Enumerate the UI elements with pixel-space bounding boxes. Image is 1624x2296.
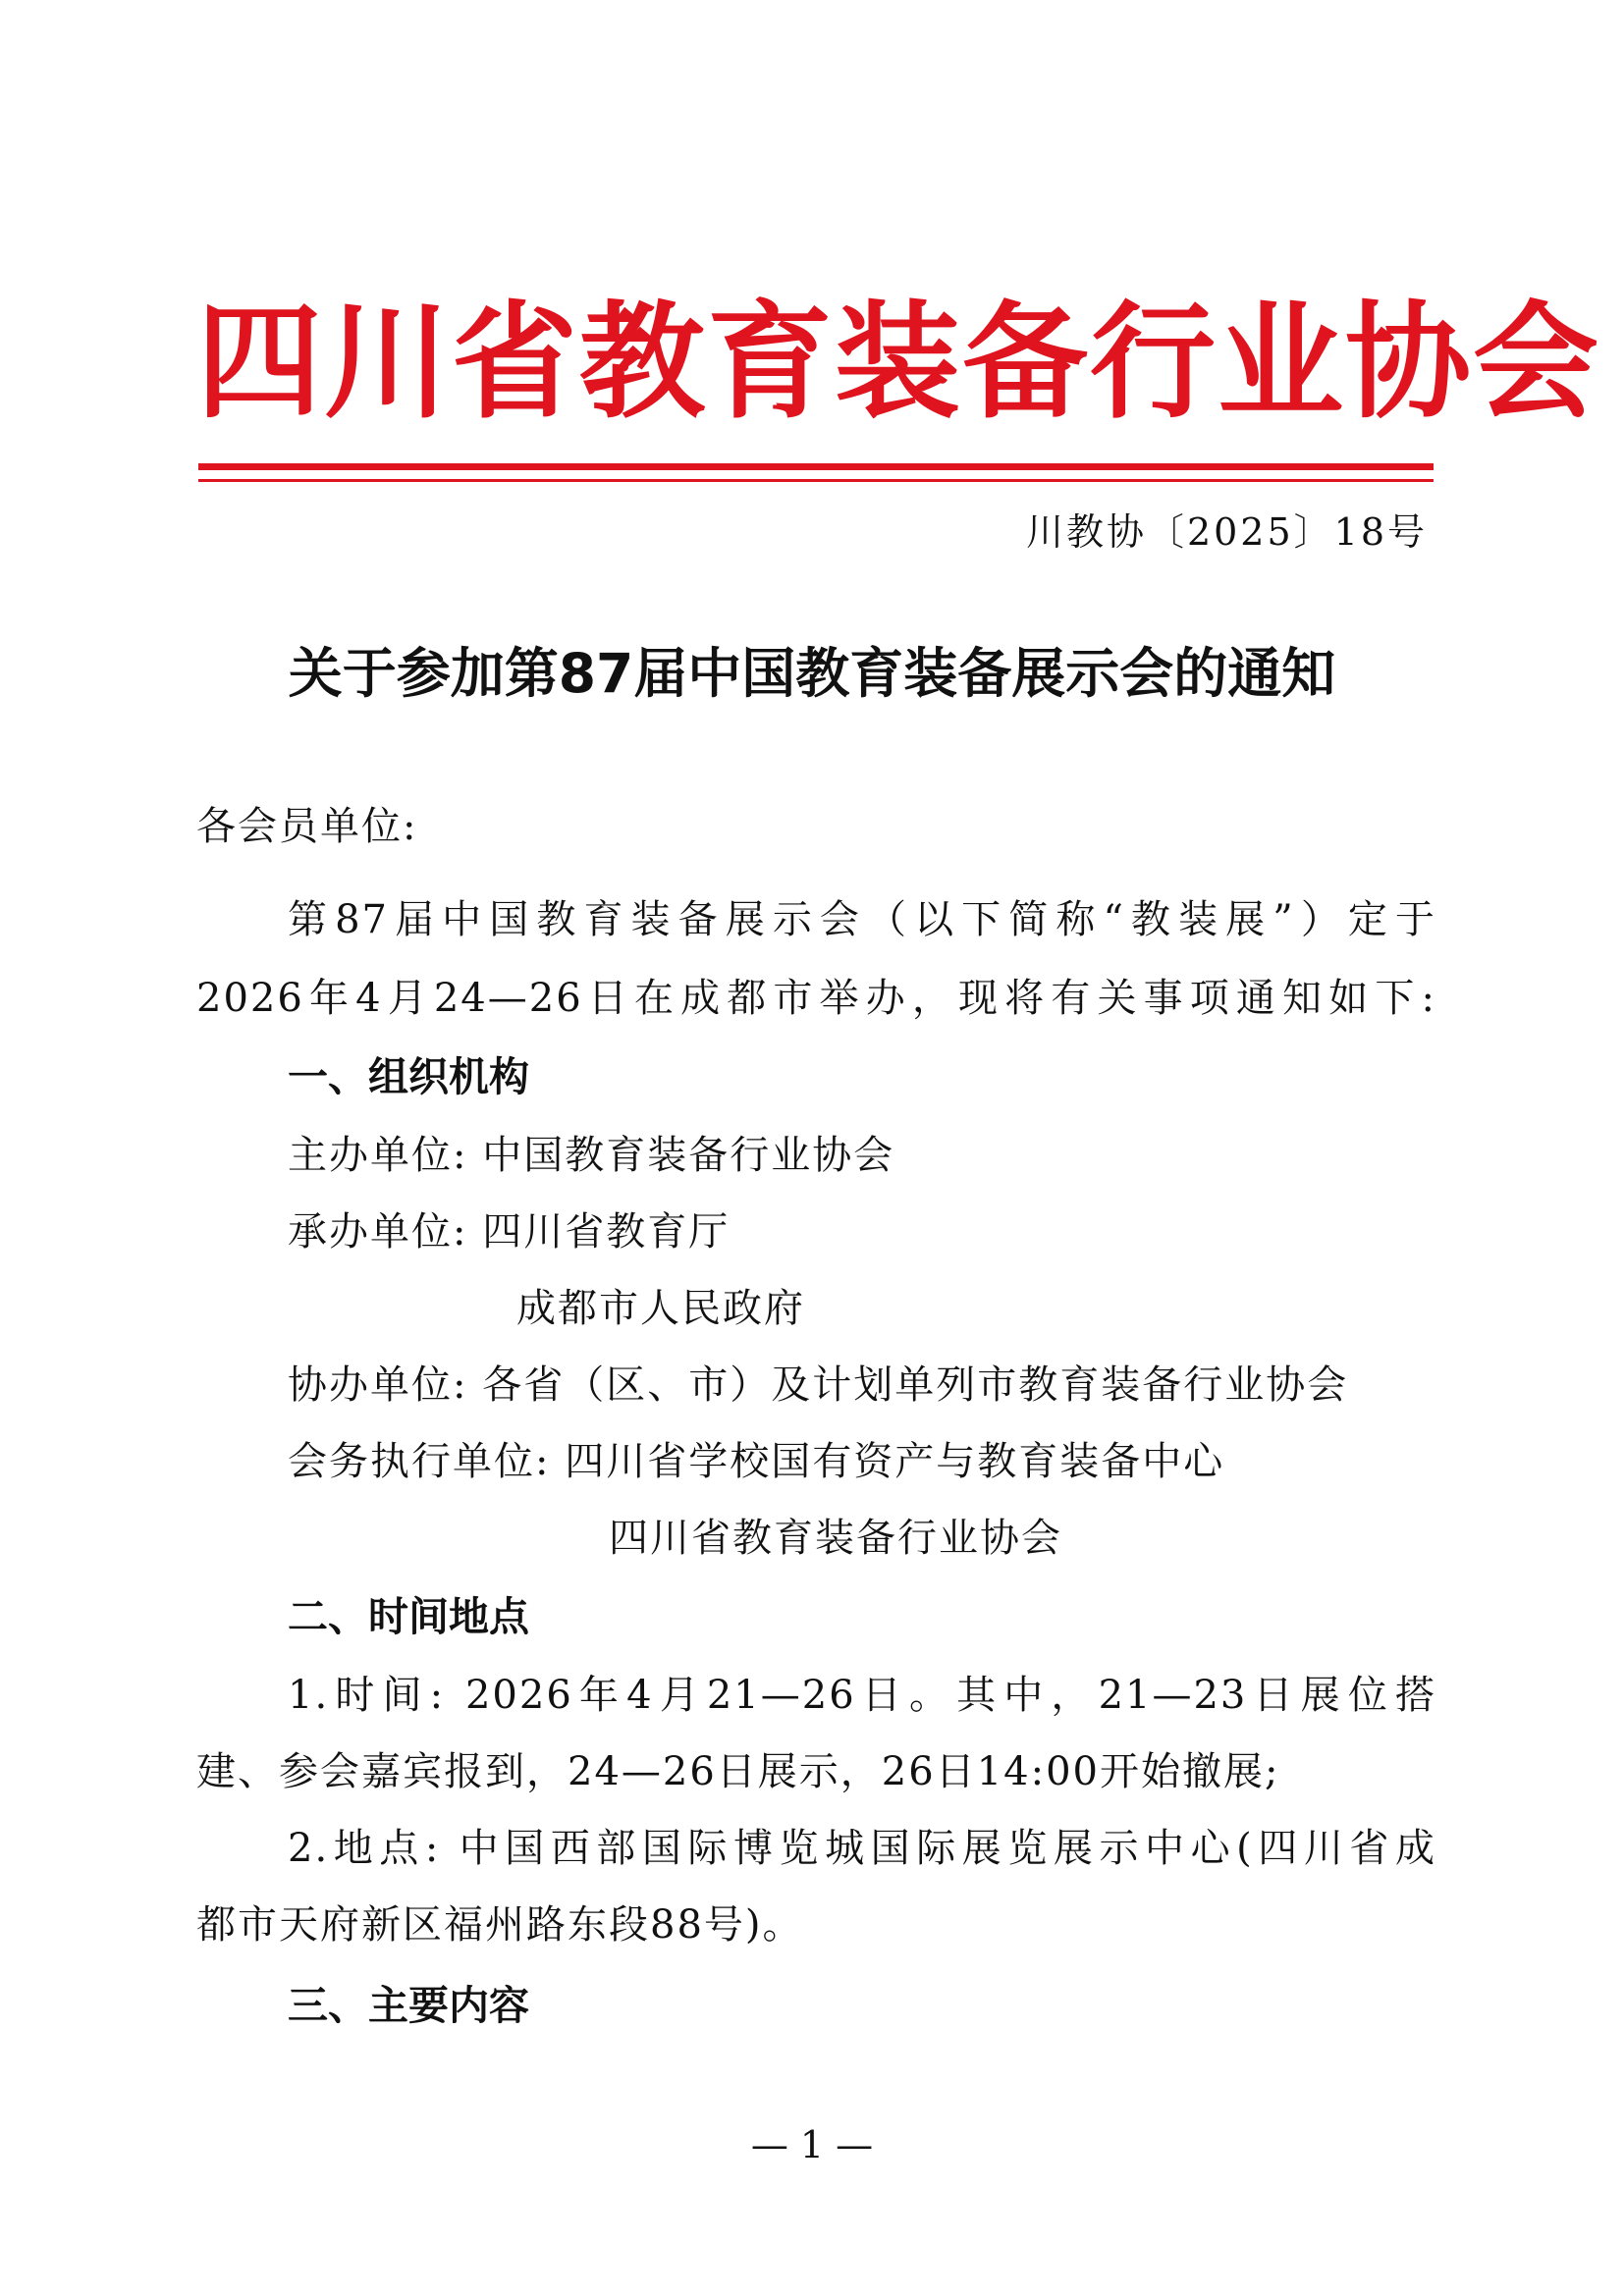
- masthead-rule-thick: [198, 463, 1434, 470]
- place-line-1: 2.地点: 中国西部国际博览城国际展览展示中心(四川省成: [288, 1826, 1436, 1871]
- masthead-rule-thin: [198, 479, 1434, 482]
- host-line: 承办单位: 四川省教育厅: [288, 1209, 731, 1255]
- document-title: 关于参加第87届中国教育装备展示会的通知: [288, 642, 1336, 705]
- time-line-2: 建、参会嘉宾报到，24—26日展示，26日14:00开始撤展;: [196, 1749, 1280, 1794]
- intro-line-1: 第87届中国教育装备展示会（以下简称“教装展”）定于: [288, 897, 1436, 942]
- host-line-2: 成都市人民政府: [516, 1286, 805, 1331]
- organizer-line: 主办单位: 中国教育装备行业协会: [288, 1133, 895, 1178]
- time-line-1: 1.时间: 2026年4月21—26日。其中，21—23日展位搭: [288, 1673, 1436, 1718]
- section-heading-content: 三、主要内容: [288, 1982, 529, 2029]
- executor-line: 会务执行单位: 四川省学校国有资产与教育装备中心: [288, 1439, 1225, 1484]
- page-number: — 1 —: [750, 2123, 874, 2166]
- co-organizer-line: 协办单位: 各省（区、市）及计划单列市教育装备行业协会: [288, 1362, 1349, 1408]
- intro-line-2: 2026年4月24—26日在成都市举办，现将有关事项通知如下:: [196, 976, 1436, 1021]
- masthead-title: 四川省教育装备行业协会: [196, 290, 1601, 436]
- salutation: 各会员单位:: [196, 804, 418, 849]
- section-heading-organization: 一、组织机构: [288, 1053, 529, 1100]
- executor-line-2: 四川省教育装备行业协会: [609, 1516, 1062, 1561]
- section-heading-time-place: 二、时间地点: [288, 1593, 529, 1640]
- document-number: 川教协〔2025〕18号: [1025, 510, 1428, 554]
- place-line-2: 都市天府新区福州路东段88号)。: [196, 1902, 804, 1948]
